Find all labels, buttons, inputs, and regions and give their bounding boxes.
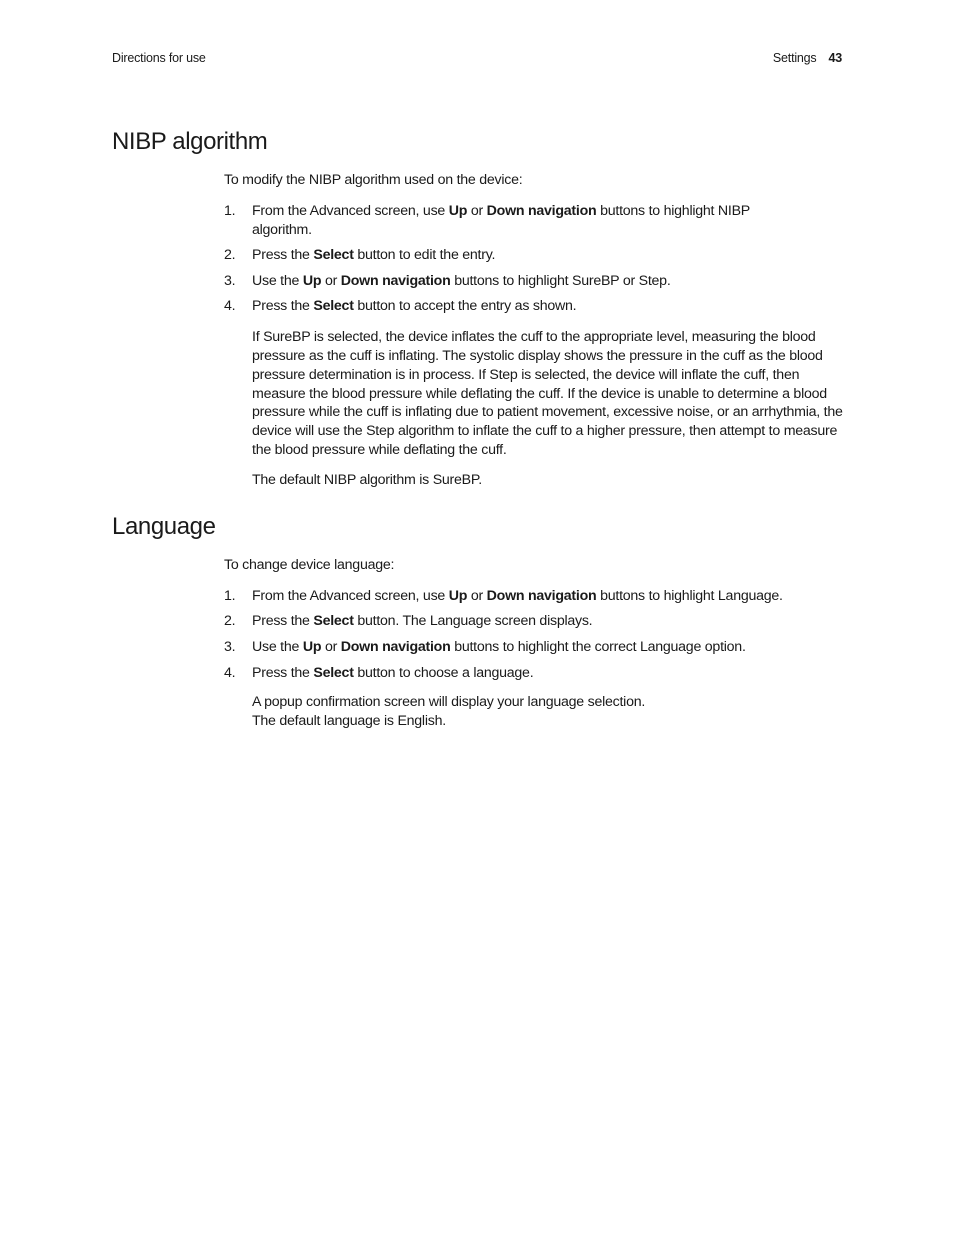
button-name-select: Select [313,613,354,630]
step-number: 1. [224,202,236,219]
button-name-up: Up [448,202,468,219]
running-header-right [773,51,842,65]
step-text: or [321,272,341,289]
step-text: button to choose a language. [353,664,534,681]
step-text: Press the [252,664,314,681]
button-name-select: Select [313,664,354,681]
button-name-up: Up [302,272,322,289]
button-name-select: Select [313,247,354,264]
running-header-section: Settings [772,51,817,65]
step-text: button to accept the entry as shown. [353,298,577,315]
language-section-body [224,556,844,742]
nibp-step-2 [224,246,844,265]
nibp-step-4 [224,297,844,316]
language-steps-list [224,587,844,683]
language-step-3 [224,638,844,657]
step-number: 3. [224,272,236,289]
step-number: 1. [224,587,236,604]
language-heading: Language [112,513,216,540]
step-number: 2. [224,613,236,630]
step-text: Press the [252,298,314,315]
step-text: or [467,202,487,219]
running-header-title: Directions for use [112,51,206,65]
button-name-down-navigation: Down navigation [486,202,597,219]
nibp-section-body [224,171,844,501]
button-name-down-navigation: Down navigation [340,638,451,655]
nibp-heading: NIBP algorithm [112,128,268,155]
step-text: button. The Language screen displays. [353,613,593,630]
step-text: or [321,638,341,655]
step-text: buttons to highlight NIBP algorithm. [252,202,750,238]
language-default-text: The default language is English. [252,713,446,730]
step-text: buttons to highlight the correct Language option. [450,638,746,655]
step-text: Press the [252,247,314,264]
button-name-down-navigation: Down navigation [340,272,451,289]
step-text: Press the [252,613,314,630]
nibp-steps-list [224,202,844,316]
step-text: Use the [252,638,303,655]
step-text: button to edit the entry. [353,247,496,264]
step-number: 4. [224,298,236,315]
button-name-up: Up [302,638,322,655]
step-number: 4. [224,664,236,681]
button-name-down-navigation: Down navigation [486,587,597,604]
step-text: From the Advanced screen, use [252,587,449,604]
step-number: 2. [224,247,236,264]
step-text: Use the [252,272,303,289]
step-text: buttons to highlight Language. [596,587,783,604]
step-number: 3. [224,638,236,655]
button-name-select: Select [313,298,354,315]
nibp-intro: To modify the NIBP algorithm used on the device: [224,172,523,188]
language-intro: To change device language: [224,557,395,573]
step-text: or [467,587,487,604]
nibp-step-3 [224,272,844,291]
nibp-step-1 [224,202,794,240]
language-step-2 [224,612,844,631]
language-popup-text: A popup confirmation screen will display your language selection. [252,694,646,711]
page-number: 43 [828,51,842,65]
language-popup-note [224,693,844,731]
nibp-algorithm-explanation: If SureBP is selected, the device inflates the cuff to the appropriate level, measuring the blood pressure as the cuff is inflating. The systolic display shows the pressure in the cuff as the blood pressure determination is in process. If Step is selected, the device will inflate the cuff, then measure the blood pressure while deflating the cuff. If the device is unable to determine a blood pressure while the cuff is inflating due to patient movement, excessive noise, or an arrhythmia, the device will use the Step algorithm to inflate the cuff to a higher pressure, then attempt to measure the blood pressure while deflating the cuff. [252,329,843,458]
language-step-4 [224,664,844,683]
nibp-default-note: The default NIBP algorithm is SureBP. [252,471,482,488]
button-name-up: Up [448,587,468,604]
language-step-1 [224,587,844,606]
step-text: From the Advanced screen, use [252,202,449,219]
step-text: buttons to highlight SureBP or Step. [450,272,671,289]
